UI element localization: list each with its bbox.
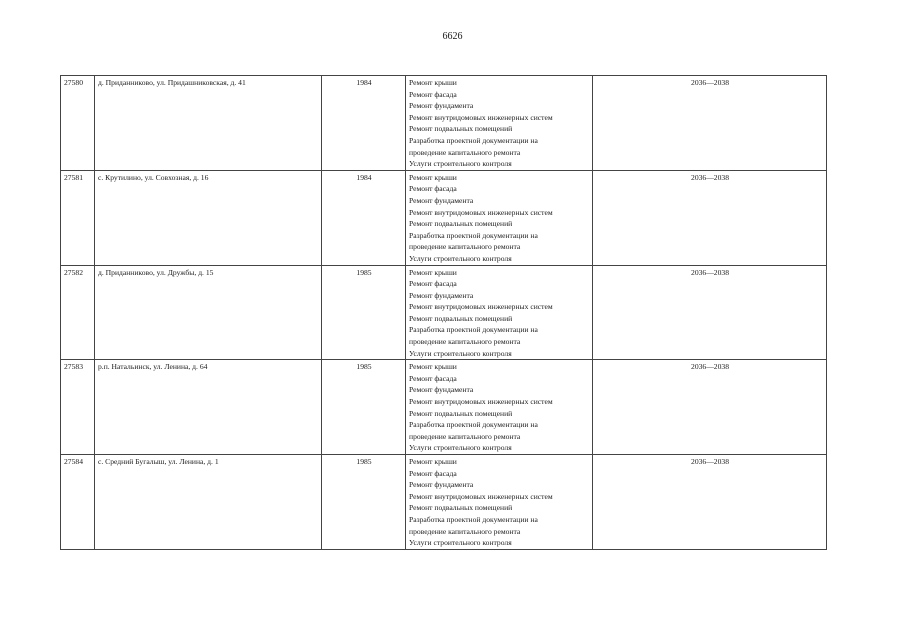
table-row <box>61 76 827 171</box>
building-address: д. Приданниково, ул. Придашниковская, д. 41 <box>95 76 322 171</box>
building-address: р.п. Натальинск, ул. Ленина, д. 64 <box>95 360 322 455</box>
work-item: Разработка проектной документации на <box>409 514 538 524</box>
table-row <box>61 170 827 265</box>
record-number: 27580 <box>61 76 95 171</box>
building-address: с. Крутилино, ул. Совхозная, д. 16 <box>95 170 322 265</box>
work-item: Ремонт крыши <box>409 457 457 466</box>
record-number: 27581 <box>61 170 95 265</box>
work-item: Ремонт внутридомовых инженерных систем <box>409 302 553 312</box>
commission-year: 1985 <box>322 360 406 455</box>
work-item: проведение капитального ремонта <box>409 526 521 536</box>
work-item: Разработка проектной документации на <box>409 420 538 430</box>
work-item: Услуги строительного контроля <box>409 538 512 548</box>
work-item: Ремонт подвальных помещений <box>409 408 513 418</box>
work-item: Ремонт крыши <box>409 362 457 372</box>
work-item: Ремонт подвальных помещений <box>409 313 513 323</box>
commission-year: 1984 <box>322 170 406 265</box>
work-item: проведение капитального ремонта <box>409 242 521 252</box>
commission-year: 1985 <box>322 455 406 550</box>
record-number: 27582 <box>61 265 95 360</box>
work-item: Ремонт фундамента <box>409 101 474 111</box>
record-number: 27583 <box>61 360 95 455</box>
commission-year: 1985 <box>322 265 406 360</box>
work-item: Ремонт внутридомовых инженерных систем <box>409 207 553 217</box>
works-list <box>406 455 593 550</box>
work-item: проведение капитального ремонта <box>409 147 521 157</box>
work-item: Ремонт внутридомовых инженерных систем <box>409 491 553 501</box>
commission-year: 1984 <box>322 76 406 171</box>
work-item: Ремонт фасада <box>409 373 457 383</box>
repair-schedule-table <box>60 75 827 550</box>
work-item: Ремонт крыши <box>409 172 457 182</box>
work-item: Ремонт подвальных помещений <box>409 503 513 513</box>
planned-period: 2036—2038 <box>593 360 827 455</box>
works-list <box>406 265 593 360</box>
planned-period: 2036—2038 <box>593 265 827 360</box>
works-list <box>406 170 593 265</box>
work-item: Ремонт фасада <box>409 89 457 99</box>
work-item: Ремонт фасада <box>409 468 457 478</box>
building-address: с. Средний Бугалыш, ул. Ленина, д. 1 <box>95 455 322 550</box>
work-item: Услуги строительного контроля <box>409 253 512 263</box>
work-item: Ремонт фундамента <box>409 195 474 205</box>
work-item: Ремонт фасада <box>409 184 457 194</box>
works-list <box>406 76 593 171</box>
table-row <box>61 455 827 550</box>
planned-period: 2036—2038 <box>593 76 827 171</box>
work-item: Ремонт подвальных помещений <box>409 219 513 229</box>
building-address: д. Приданниково, ул. Дружбы, д. 15 <box>95 265 322 360</box>
work-item: Разработка проектной документации на <box>409 325 538 335</box>
work-item: Ремонт подвальных помещений <box>409 124 513 134</box>
work-item: Ремонт внутридомовых инженерных систем <box>409 397 553 407</box>
work-item: проведение капитального ремонта <box>409 337 521 347</box>
work-item: Услуги строительного контроля <box>409 159 512 169</box>
page-number: 6626 <box>442 31 463 42</box>
table-row <box>61 360 827 455</box>
work-item: Услуги строительного контроля <box>409 348 512 358</box>
work-item: Ремонт фасада <box>409 279 457 289</box>
work-item: Ремонт фундамента <box>409 385 474 395</box>
planned-period: 2036—2038 <box>593 170 827 265</box>
work-item: Ремонт внутридомовых инженерных систем <box>409 112 553 122</box>
work-item: Ремонт крыши <box>409 78 457 87</box>
work-item: Ремонт фундамента <box>409 480 474 490</box>
work-item: Разработка проектной документации на <box>409 135 538 145</box>
record-number: 27584 <box>61 455 95 550</box>
work-item: Ремонт крыши <box>409 267 457 277</box>
planned-period: 2036—2038 <box>593 455 827 550</box>
work-item: проведение капитального ремонта <box>409 431 521 441</box>
table-row <box>61 265 827 360</box>
work-item: Ремонт фундамента <box>409 290 474 300</box>
work-item: Услуги строительного контроля <box>409 443 512 453</box>
works-list <box>406 360 593 455</box>
work-item: Разработка проектной документации на <box>409 230 538 240</box>
